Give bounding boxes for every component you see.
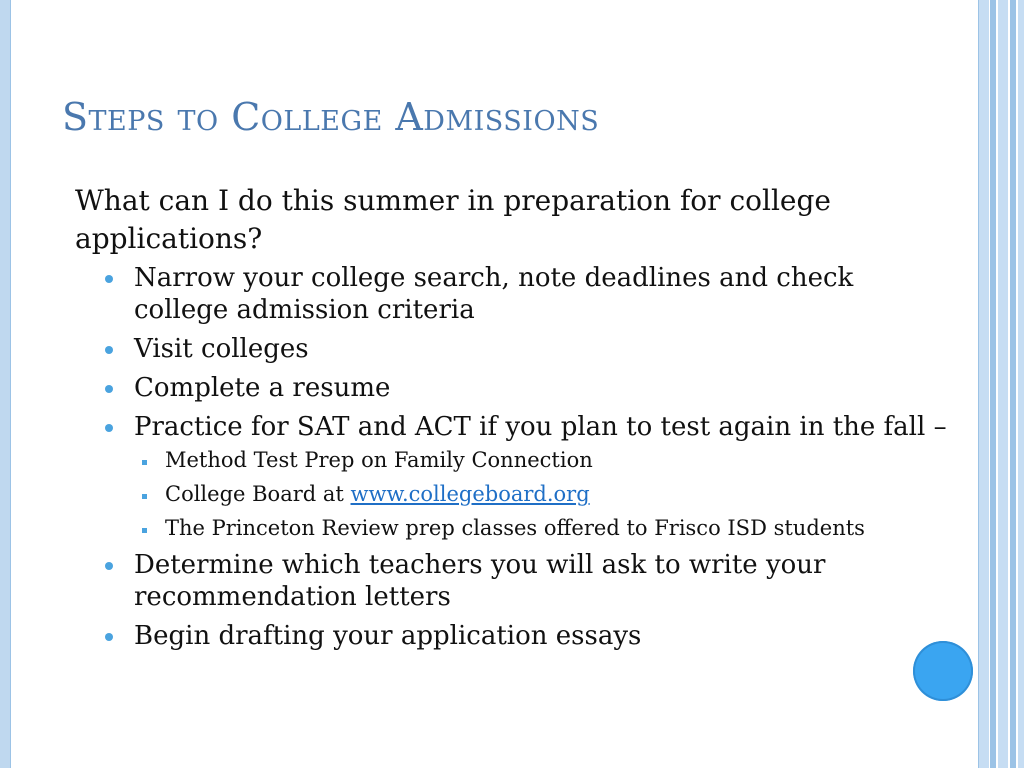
list-item-text: Visit colleges — [134, 334, 309, 364]
list-item — [75, 620, 955, 652]
sub-list-item-text: Method Test Prep on Family Connection — [165, 448, 593, 472]
bullet-dot-icon — [105, 275, 113, 283]
list-item-text: Complete a resume — [134, 373, 391, 403]
sub-bullet-list — [165, 447, 955, 542]
list-item — [75, 411, 955, 542]
right-border-stripe — [978, 0, 989, 768]
bullet-list — [75, 262, 955, 652]
list-item-text: Narrow your college search, note deadlines and check college admission criteria — [134, 263, 854, 325]
bullet-dot-icon — [105, 385, 113, 393]
sub-list-item — [134, 481, 955, 508]
bullet-dot-icon — [105, 562, 113, 570]
bullet-dot-icon — [105, 633, 113, 641]
decorative-circle — [913, 641, 973, 701]
right-border-stripe — [990, 0, 996, 768]
sub-list-item — [134, 447, 955, 474]
sub-list-item-text: The Princeton Review prep classes offered to Frisco ISD students — [165, 516, 865, 540]
list-item — [75, 262, 955, 326]
sub-list-item — [134, 515, 955, 542]
slide-content — [75, 182, 955, 659]
list-item-text: Begin drafting your application essays — [134, 621, 642, 651]
list-item — [75, 372, 955, 404]
list-item — [75, 333, 955, 365]
list-item-text: Practice for SAT and ACT if you plan to test again in the fall – — [134, 412, 947, 442]
list-item — [75, 549, 955, 613]
right-border-stripe — [998, 0, 1008, 768]
square-bullet-icon — [142, 528, 147, 533]
slide-title: Steps to College Admissions — [62, 95, 600, 139]
bullet-dot-icon — [105, 346, 113, 354]
right-border-stripe — [1010, 0, 1016, 768]
list-item-text: Determine which teachers you will ask to write your recommendation letters — [134, 550, 826, 612]
square-bullet-icon — [142, 494, 147, 499]
collegeboard-link[interactable]: www.collegeboard.org — [350, 482, 590, 506]
right-border-stripe — [1018, 0, 1024, 768]
square-bullet-icon — [142, 460, 147, 465]
lead-question: What can I do this summer in preparation for college applications? — [75, 184, 831, 255]
sub-list-item-text: College Board at — [165, 482, 351, 506]
bullet-dot-icon — [105, 424, 113, 432]
left-border-bar — [0, 0, 11, 768]
